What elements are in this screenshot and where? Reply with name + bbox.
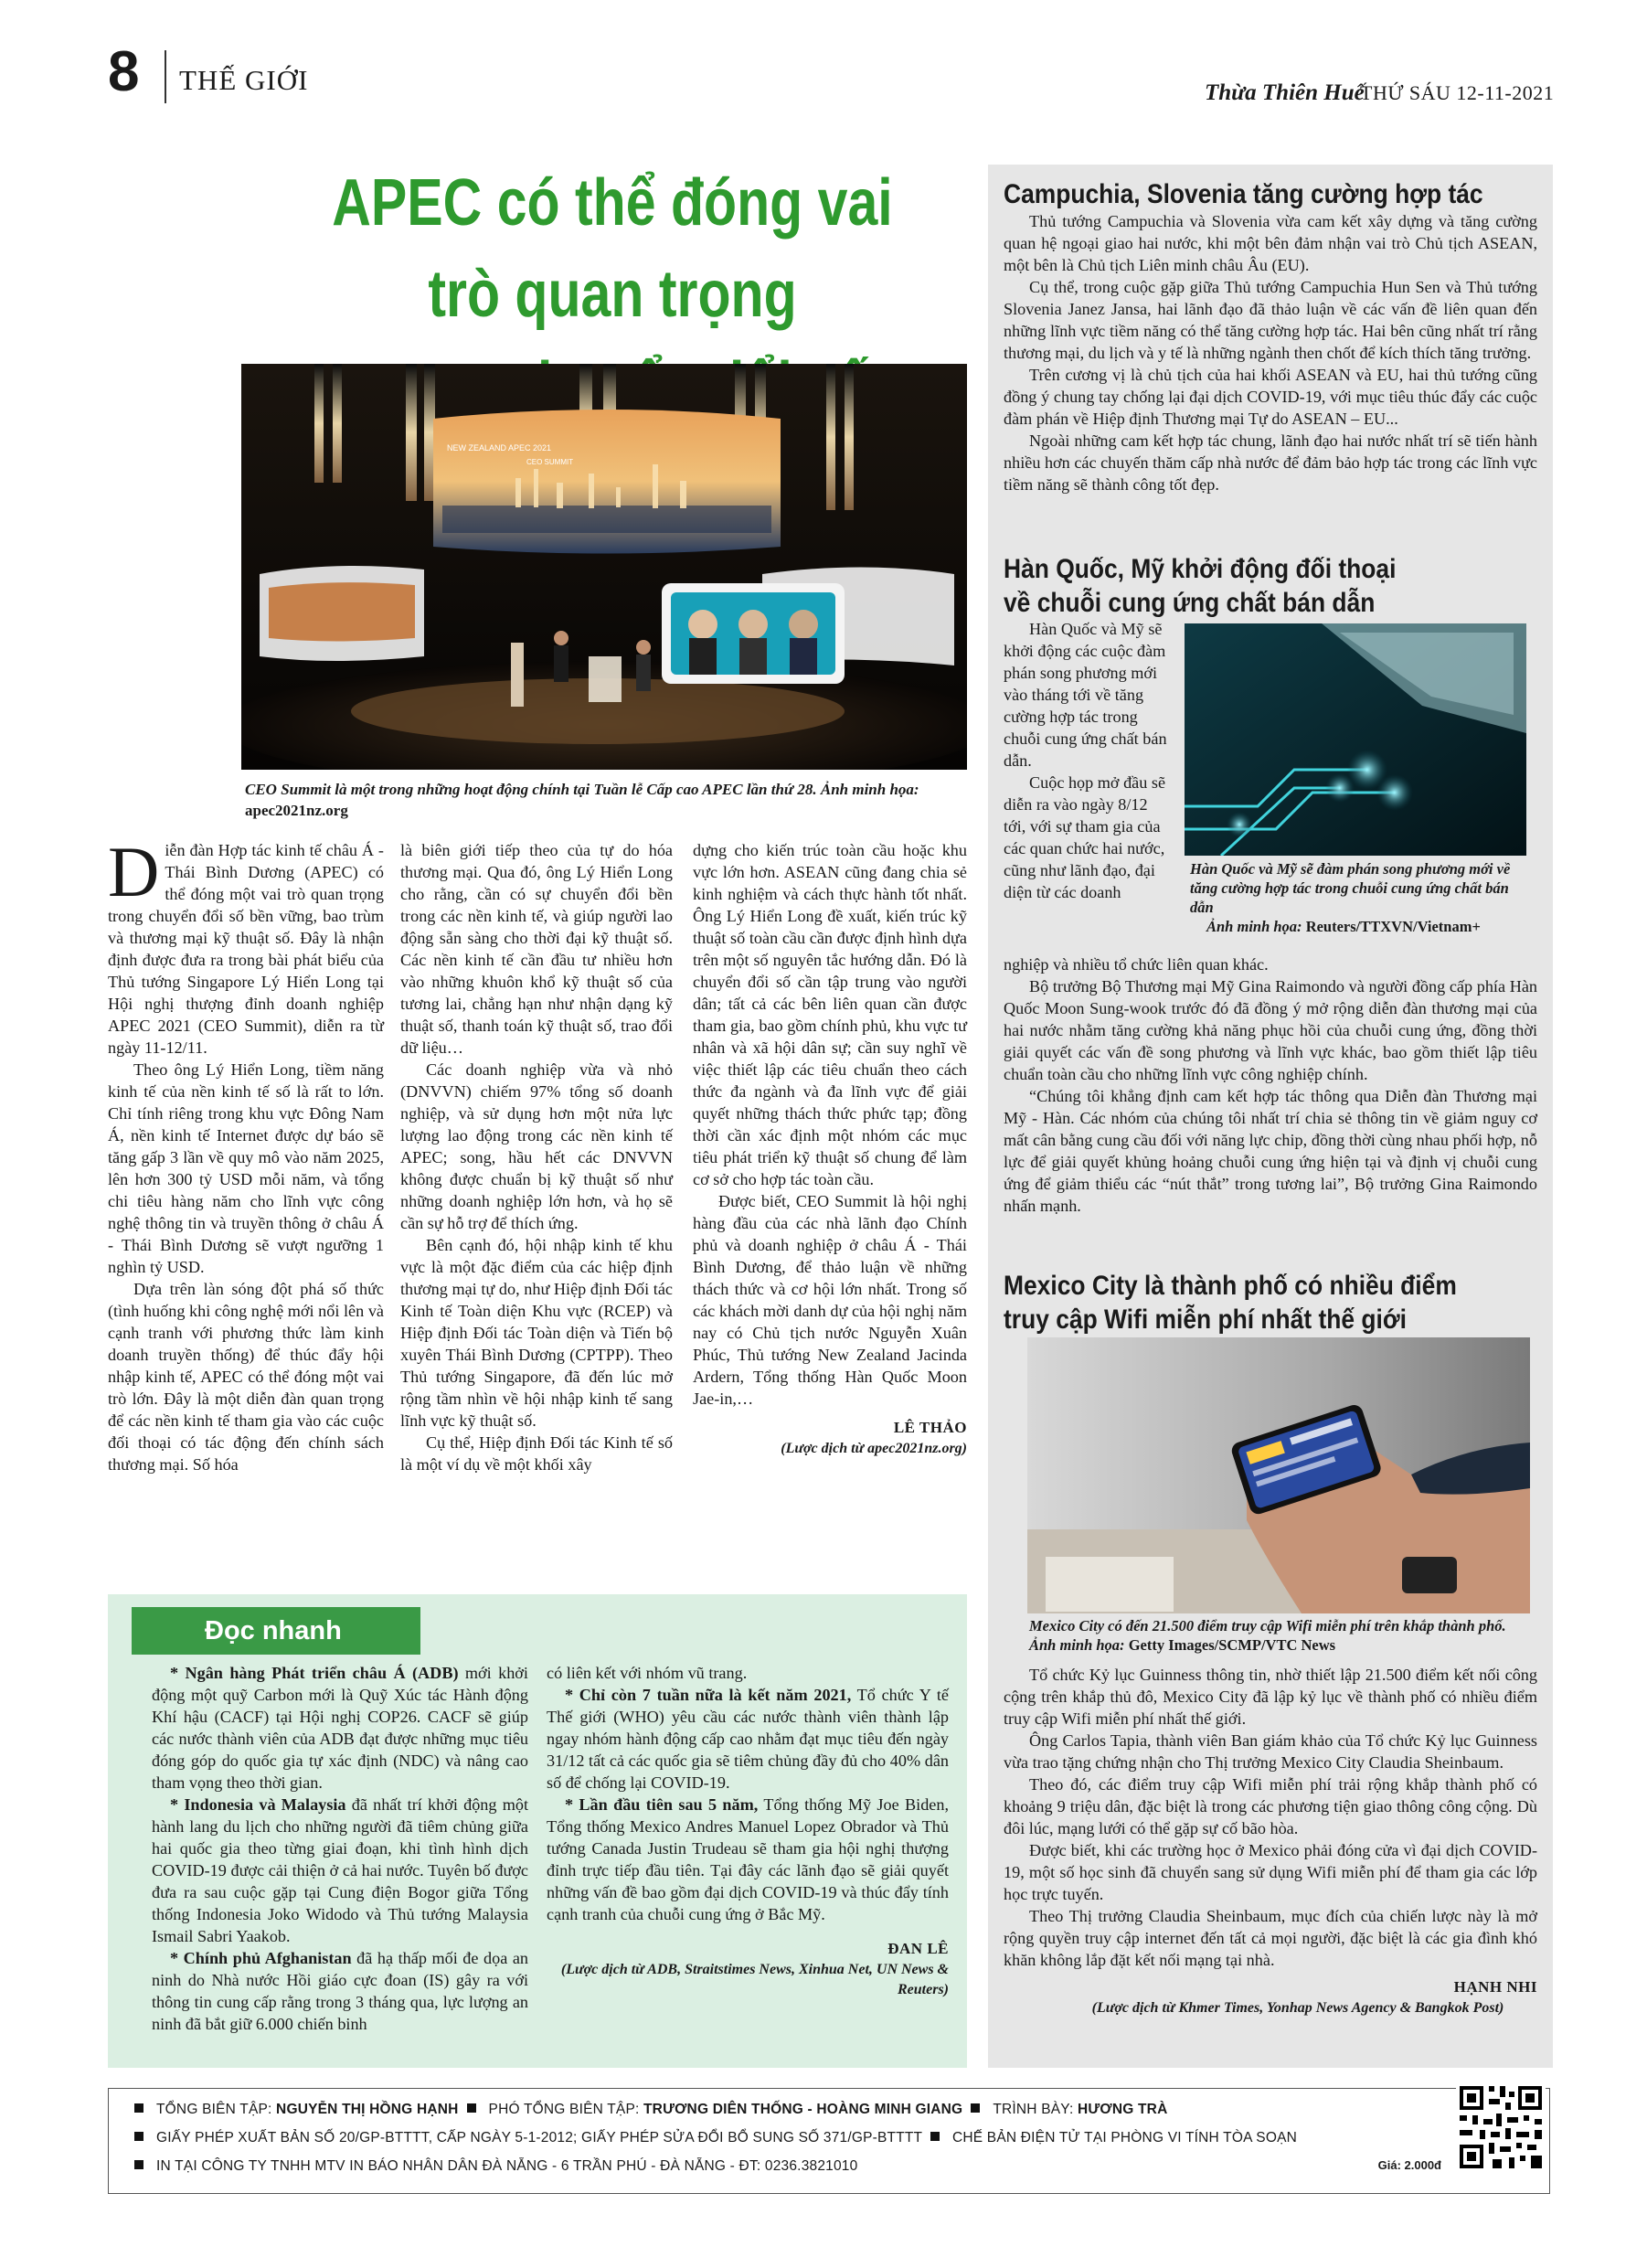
quick-news-label: Đọc nhanh: [132, 1607, 420, 1655]
sidebar-paragraph: Theo Thị trưởng Claudia Sheinbaum, mục đích của chiến lược này là mở rộng quyền truy cập internet đến tất cả mọi người, đặc biệt là các gia đình khó khăn không lắp đặt kết nối mạng tại nhà.: [1004, 1907, 1537, 1969]
page-number: 8: [108, 40, 140, 103]
quick-news-item-continued: có liên kết với nhóm vũ trang.: [547, 1664, 748, 1682]
qr-code-icon: [1456, 2082, 1546, 2172]
main-article-paragraph: Bên cạnh đó, hội nhập kinh tế khu vực là một đặc điểm của các hiệp định thương mại tự do, như Hiệp định Đối tác Kinh tế Toàn diện Khu vực (RCEP) và Hiệp định Đối tác Toàn diện và Tiến bộ xuyên Thái Bình Dương (CPTPP). Theo Thủ tướng Singapore, đã đến lúc mở rộng tầm nhìn về hội nhập kinh tế sang lĩnh vực kỹ thuật số.: [400, 1236, 673, 1430]
typesetting-text: CHẾ BẢN ĐIỆN TỬ TẠI PHÒNG VI TÍNH TÒA SOẠN: [951, 2130, 1298, 2146]
editor-label: TỔNG BIÊN TẬP:: [156, 2102, 277, 2117]
sidebar-paragraph: Tổ chức Kỷ lục Guinness thông tin, nhờ thiết lập 21.500 điểm kết nối công cộng trên khắp thủ đô, Mexico City đã lập kỷ lục về thành phố có nhiều điểm truy cập Wifi miễn phí nhất thế giới.: [1004, 1666, 1537, 1728]
sidebar-article-3-headline-line-2: truy cập Wifi miễn phí nhất thế giới: [1004, 1304, 1407, 1335]
sidebar-paragraph: Ông Carlos Tapia, thành viên Ban giám khảo của Tổ chức Kỷ lục Guinness vừa trao tặng chứng nhận cho Thị trưởng Mexico City Claudia Sheinbaum.: [1004, 1731, 1537, 1772]
sidebar-paragraph: nghiệp và nhiều tổ chức liên quan khác.: [1004, 955, 1269, 974]
issue-date: THỨ SÁU 12-11-2021: [1360, 81, 1555, 104]
main-article-column-3: [693, 839, 967, 1459]
main-photo-credit: apec2021nz.org: [245, 802, 348, 819]
sidebar-article-3-headline-line-1: Mexico City là thành phố có nhiều điểm: [1004, 1271, 1457, 1301]
sidebar-paragraph: Bộ trưởng Bộ Thương mại Mỹ Gina Raimondo và người đồng cấp phía Hàn Quốc Moon Sung-wook trước đó đã đồng ý mở rộng diễn đàn thương mại của hai nước nhằm tăng cường khả năng phục hồi của chuỗi cung ứng, đồng thời giải quyết các vấn đề song phương và lĩnh vực khác, bao gồm thiết lập tiêu chuẩn toàn cầu cho những lĩnh vực công nghiệp chính.: [1004, 977, 1537, 1083]
sidebar-paragraph: Theo đó, các điểm truy cập Wifi miễn phí trải rộng khắp thành phố có khoảng 9 triệu dân, đặc biệt là trong các phương tiện giao thông công cộng. Dù đôi lúc, mạng lưới có thể gặp sự cố bão hòa.: [1004, 1775, 1537, 1837]
sidebar-article-3-byline: HẠNH NHI: [1453, 1978, 1537, 1996]
sidebar-paragraph: Trên cương vị là chủ tịch của hai khối ASEAN và EU, hai thủ tướng cũng đồng ý chung tay chống lại đại dịch COVID-19, với mục tiêu thúc đẩy các cuộc đàm phán về Hiệp định Thương mại Tự do ASEAN – EU...: [1004, 366, 1537, 428]
sidebar-paragraph: Được biết, khi các trường học ở Mexico phải đóng cửa vì đại dịch COVID-19, một số học sinh đã chuyển sang sử dụng Wifi miễn phí để tham gia các lớp học trực tuyến.: [1004, 1841, 1537, 1903]
chip-illustration: [1185, 623, 1526, 856]
quick-news-source: (Lược dịch từ ADB, Straitstimes News, Xinhua Net, UN News & Reuters): [560, 1962, 949, 1997]
sidebar-article-3-source: (Lược dịch từ Khmer Times, Yonhap News Agency & Bangkok Post): [1091, 2000, 1504, 2016]
quick-news-item: [547, 1794, 949, 1925]
quick-news-item: [152, 1794, 528, 1947]
semiconductor-photo-credit: Reuters/TTXVN/Vietnam+: [1305, 918, 1481, 935]
smartphone-photo-caption-text: Mexico City có đến 21.500 điểm truy cập Wifi miễn phí trên khắp thành phố. Ảnh minh họa:: [1029, 1617, 1506, 1654]
quick-news-column-1: [152, 1662, 528, 2035]
square-bullet-icon: [134, 2132, 143, 2141]
main-article-paragraph: iễn đàn Hợp tác kinh tế châu Á - Thái Bình Dương (APEC) có thể đóng một vai trò quan trọng trong chuyển đổi số bền vững, bao trùm và thương mại kỹ thuật số. Đây là nhận định được đưa ra trong bài phát biểu của Thủ tướng Singapore Lý Hiển Long tại Hội nghị thượng đỉnh doanh nghiệp APEC 2021 (CEO Summit), diễn ra từ ngày 11-12/11.: [108, 841, 384, 1057]
footer-line-printer: [134, 2158, 857, 2175]
sidebar-article-3-headline: [1004, 1269, 1457, 1336]
semiconductor-photo-caption-text: Hàn Quốc và Mỹ sẽ đàm phán song phương mới về tăng cường hợp tác trong chuỗi cung ứng chất bán dẫn: [1190, 860, 1511, 916]
semiconductor-photo-caption: [1190, 859, 1528, 936]
square-bullet-icon: [930, 2132, 940, 2141]
square-bullet-icon: [467, 2103, 476, 2113]
sidebar-paragraph: Cụ thể, trong cuộc gặp giữa Thủ tướng Campuchia Hun Sen và Thủ tướng Slovenia Janez Jansa, hai lãnh đạo đã thảo luận về các vấn đề liên quan đến những lĩnh vực tiềm năng có thể tăng cường hợp tác. Hai bên cũng nhất trí rằng thương mại, du lịch và y tế là những ngành then chốt để kích thích tăng trưởng.: [1004, 278, 1537, 362]
layout-name: HƯƠNG TRÀ: [1077, 2102, 1168, 2117]
smartphone-wifi-photo: [1027, 1337, 1530, 1613]
smartphone-photo-credit: Getty Images/SCMP/VTC News: [1128, 1636, 1336, 1654]
newspaper-name: Thừa Thiên Huế: [1205, 80, 1365, 105]
price: Giá: 2.000đ: [1377, 2158, 1441, 2172]
editor-name: NGUYỄN THỊ HỒNG HẠNH: [276, 2102, 459, 2117]
section-name: THẾ GIỚI: [179, 64, 309, 96]
quick-news-item-text: đã hạ thấp mối đe dọa an ninh do Nhà nước Hồi giáo cực đoan (IS) gây ra với thông tin cung cấp rằng trong 3 tháng qua, lực lượng an ninh đã bắt giữ 6.000 chiến binh: [152, 1949, 528, 2033]
deputy-names: TRƯƠNG DIÊN THỐNG - HOÀNG MINH GIANG: [643, 2102, 963, 2117]
quick-news-item-text: đã nhất trí khởi động một hành lang du lịch cho những người đã tiêm chủng giữa hai quốc gia theo từng giai đoạn, khi tình hình dịch COVID-19 được cải thiện ở cả hai nước. Tuyên bố được đưa ra sau cuộc gặp tại Cung điện Bogor giữa Tổng thống Indonesia Joko Widodo và Thủ tướng Malaysia Ismail Sabri Yaakob.: [152, 1795, 529, 1945]
sidebar-paragraph: Ngoài những cam kết hợp tác chung, lãnh đạo hai nước nhất trí sẽ tiến hành nhiều hơn các chuyến thăm cấp nhà nước để đảm bảo hợp tác trong các lĩnh vực tiềm năng sẽ thành công tốt đẹp.: [1004, 431, 1537, 494]
quick-news-item: [152, 1662, 528, 1794]
main-article-paragraph: Cụ thể, Hiệp định Đối tác Kinh tế số là một ví dụ về một khối xây: [400, 1433, 673, 1474]
header-divider: [165, 50, 166, 103]
smartphone-illustration: [1027, 1337, 1530, 1613]
printer-text: IN TẠI CÔNG TY TNHH MTV IN BÁO NHÂN DÂN ĐÀ NẴNG - 6 TRẦN PHÚ - ĐÀ NẴNG - ĐT: 0236.3821010: [156, 2158, 858, 2174]
quick-news-item-lead: * Indonesia và Malaysia: [170, 1795, 346, 1814]
main-headline-line-1: APEC có thể đóng vai trò quan trọng: [332, 166, 893, 331]
quick-news-item-lead: * Chỉ còn 7 tuần nữa là kết năm 2021,: [565, 1686, 852, 1704]
quick-news-item-text: Tổng thống Mỹ Joe Biden, Tổng thống Mexico Andres Manuel Lopez Obrador và Thủ tướng Canada Justin Trudeau sẽ tham gia hội nghị thượng đỉnh trực tiếp đầu tiên. Tại đây các lãnh đạo sẽ giải quyết những vấn đề bao gồm đại dịch COVID-19 và thúc đẩy tính cạnh tranh của chuỗi cung ứng ở Bắc Mỹ.: [547, 1795, 949, 1923]
sidebar-paragraph: “Chúng tôi khẳng định cam kết hợp tác thông qua Diễn đàn Thương mại Mỹ - Hàn. Các nhóm của chúng tôi nhất trí chia sẻ thông tin về giảm nguy cơ mất cân bằng cung cầu đối với năng lực chip, đồng thời cùng nhau phối hợp, nỗ lực để giải quyết khủng hoảng chuỗi cung ứng hiện tại và định vị chuỗi cung ứng để giảm thiểu các “nút thắt” trong tương lai”, Bộ trưởng Gina Raimondo nhấn mạnh.: [1004, 1087, 1537, 1215]
license-text: GIẤY PHÉP XUẤT BẢN SỐ 20/GP-BTTTT, CẤP NGÀY 5-1-2012; GIẤY PHÉP SỬA ĐỔI BỔ SUNG SỐ 371/GP-BTTTT: [156, 2130, 922, 2146]
quick-news-item: [152, 1947, 528, 2035]
sidebar-article-2-body: [1004, 953, 1537, 1217]
square-bullet-icon: [134, 2103, 143, 2113]
semiconductor-chip-photo: [1185, 623, 1526, 856]
deputy-label: PHÓ TỔNG BIÊN TẬP:: [488, 2102, 644, 2117]
sidebar-article-1-body: [1004, 210, 1537, 495]
main-article-source: (Lược dịch từ apec2021nz.org): [781, 1441, 967, 1456]
sidebar-paragraph: Cuộc họp mở đầu sẽ diễn ra vào ngày 8/12 tới, với sự tham gia của các quan chức hai nước, cũng như lãnh đạo, đại diện từ các doanh: [1004, 773, 1166, 901]
quick-news-item: [547, 1684, 949, 1794]
quick-news-byline: ĐAN LÊ: [887, 1940, 949, 1957]
main-article-paragraph: Theo ông Lý Hiển Long, tiềm năng kinh tế của nền kinh tế số là rất to lớn. Chỉ tính riêng trong khu vực Đông Nam Á, nền kinh tế Internet được dự báo sẽ tăng gấp 3 lần về quy mô vào năm 2025, lên hơn 300 tỷ USD mỗi năm, và tổng chi tiêu hàng năm cho lĩnh vực công nghệ thông tin và truyền thông ở châu Á - Thái Bình Dương sẽ vượt ngưỡng 1 nghìn tỷ USD.: [108, 1060, 384, 1276]
apec-logo-text: NEW ZEALAND APEC 2021: [447, 443, 552, 453]
ceo-summit-logo-text: CEO SUMMIT: [526, 458, 574, 466]
quick-news-item-text: Tổ chức Y tế Thế giới (WHO) yêu cầu các nước thành viên thành lập ngay nhóm hành động cấp cao nhằm đạt mục tiêu đến ngày 31/12 tất cả các quốc gia sẽ tiêm chủng đầy đủ cho 40% dân số để chống lại COVID-19.: [547, 1686, 949, 1792]
square-bullet-icon: [134, 2160, 143, 2169]
main-article-paragraph: Dựa trên làn sóng đột phá số thức (tình huống khi công nghệ mới nổi lên và cạnh tranh với phương thức làm kinh doanh truyền thống) để thúc đẩy hội nhập kinh tế, APEC có thể đóng một vai trò lớn. Đây là một diễn đàn quan trọng để các nền kinh tế tham gia vào các cuộc đối thoại có tác động đến chính sách thương mại. Số hóa: [108, 1280, 384, 1474]
main-photo-caption: [245, 779, 967, 821]
quick-news-column-2: [547, 1662, 949, 2000]
main-article-paragraph: dựng cho kiến trúc toàn cầu hoặc khu vực lớn hơn. ASEAN cũng đang chia sẻ kinh nghiệm và cách thực hành tốt nhất. Ông Lý Hiển Long đề xuất, kiến trúc kỹ thuật số toàn cầu cần được định hình dựa trên một số nguyên tắc hướng dẫn. Đó là chuyển đổi số cần tập trung vào người dân; tất cả các bên liên quan cần được tham gia, bao gồm chính phủ, khu vực tư nhân và xã hội dân sự; cần suy nghĩ về việc thiết lập các tiêu chuẩn theo cách thức đa ngành và đa lĩnh vực để giải quyết những thách thức phức tạp; đồng thời cần xác định một nhóm các mục tiêu phát triển kỹ thuật số chung để làm cơ sở cho hợp tác toàn cầu.: [693, 841, 967, 1188]
main-photo-caption-text: CEO Summit là một trong những hoạt động chính tại Tuần lễ Cấp cao APEC lần thứ 28. Ảnh minh họa:: [245, 781, 919, 798]
main-photo-ceo-summit-stage: [241, 364, 967, 770]
footer-line-license: [134, 2130, 1297, 2146]
sidebar-article-1-headline: Campuchia, Slovenia tăng cường hợp tác: [1004, 179, 1483, 209]
masthead-footer: [108, 2088, 1550, 2194]
main-article-paragraph: là biên giới tiếp theo của tự do hóa thương mại. Qua đó, ông Lý Hiển Long cho rằng, cần có sự chuyển đổi bền trong các nền kinh tế, và giúp người lao động sẵn sàng cho thời đại kỹ thuật số. Các nền kinh tế cần đầu tư nhiều hơn vào những khuôn khổ kỹ thuật số của tương lai, chẳng hạn như nhận dạng kỹ thuật số, thanh toán kỹ thuật số, trao đổi dữ liệu…: [400, 841, 673, 1057]
sidebar-article-2-headline: [1004, 552, 1396, 620]
sidebar-paragraph: Hàn Quốc và Mỹ sẽ khởi động các cuộc đàm phán song phương mới vào tháng tới về tăng cường hợp tác trong chuỗi cung ứng chất bán dẫn.: [1004, 620, 1167, 770]
stage-illustration: [241, 364, 967, 770]
sidebar-paragraph: Thủ tướng Campuchia và Slovenia vừa cam kết xây dựng và tăng cường quan hệ ngoại giao hai nước, khi một bên đảm nhận vai trò Chủ tịch ASEAN, một bên là Chủ tịch Liên minh châu Âu (EU).: [1004, 212, 1537, 274]
sidebar-article-2-headline-line-1: Hàn Quốc, Mỹ khởi động đối thoại: [1004, 554, 1397, 584]
main-article-column-2: [400, 839, 673, 1475]
drop-cap: D: [108, 832, 160, 911]
layout-label: TRÌNH BÀY:: [993, 2102, 1078, 2117]
semiconductor-photo-credit-label: Ảnh minh họa:: [1206, 918, 1306, 935]
square-bullet-icon: [971, 2103, 980, 2113]
sidebar-article-2-headline-line-2: về chuỗi cung ứng chất bán dẫn: [1004, 588, 1376, 618]
quick-news-item-lead: * Lần đầu tiên sau 5 năm,: [565, 1795, 759, 1814]
footer-line-editors: [134, 2102, 1167, 2118]
sidebar-article-3-body: [1004, 1664, 1537, 2018]
main-article-paragraph: Các doanh nghiệp vừa và nhỏ (DNVVN) chiếm 97% tổng số doanh nghiệp, và sử dụng hơn một nửa lực lượng lao động trong các nền kinh tế APEC; song, hầu hết các DNVVN không được chuẩn bị kỹ thuật số như những doanh nghiệp lớn hơn, và họ sẽ cần sự hỗ trợ để thích ứng.: [400, 1060, 673, 1232]
smartphone-photo-caption: [1029, 1616, 1530, 1655]
quick-news-item-lead: * Chính phủ Afghanistan: [170, 1949, 352, 1967]
main-article-paragraph: Được biết, CEO Summit là hội nghị hàng đầu của các nhà lãnh đạo Chính phủ và doanh nghiệp ở châu Á - Thái Bình Dương, để thảo luận về những thách thức và cơ hội lớn nhất. Trong số các khách mời danh dự của hội nghị năm nay có Chủ tịch nước Nguyễn Xuân Phúc, Thủ tướng New Zealand Jacinda Ardern, Tổng thống Hàn Quốc Moon Jae-in,…: [693, 1192, 967, 1408]
quick-news-item-text: mới khởi động một quỹ Carbon mới là Quỹ Xúc tác Hành động Khí hậu (CACF) tại Hội nghị COP26. CACF sẽ giúp các nước thành viên của ADB đạt được những mục tiêu đóng góp do quốc gia tự xác định (NDC) và nâng cao tham vọng theo thời gian.: [152, 1664, 528, 1792]
sidebar-article-2-left-column: [1004, 618, 1174, 903]
main-article-column-1: [108, 832, 384, 1475]
quick-news-item-lead: * Ngân hàng Phát triển châu Á (ADB): [170, 1664, 459, 1682]
main-article-byline: LÊ THẢO: [893, 1419, 967, 1436]
qr-code-graphic: [1456, 2082, 1546, 2172]
